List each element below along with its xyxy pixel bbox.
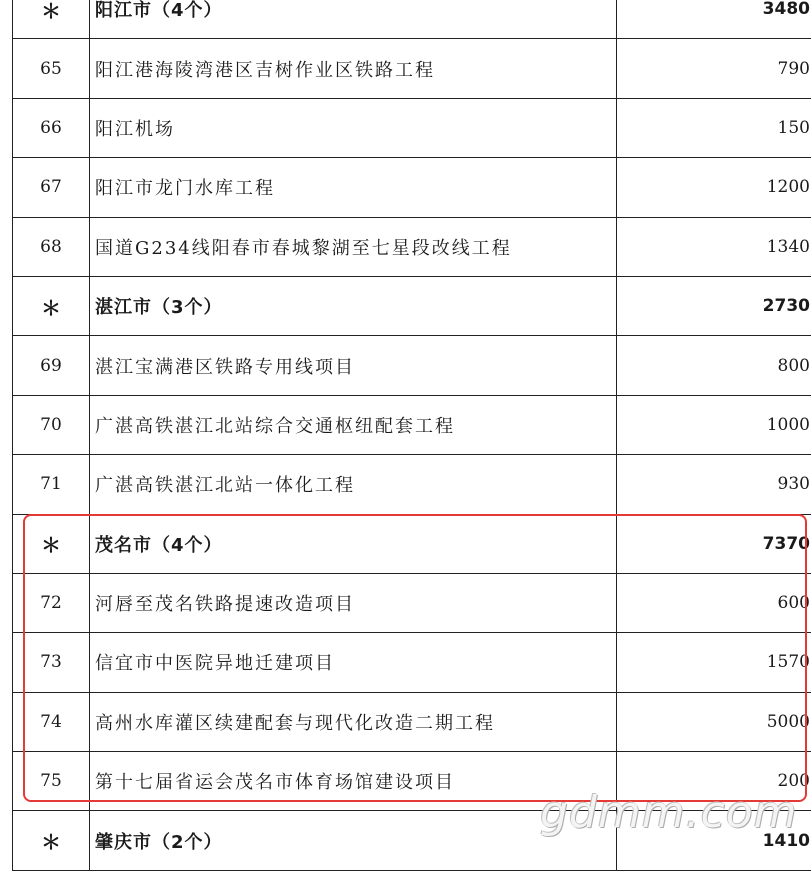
city-name: 阳江市（4个） — [89, 0, 616, 38]
table-row — [12, 455, 811, 514]
row-number: 71 — [12, 455, 89, 513]
table-row — [12, 633, 811, 692]
project-amount: 1200 — [616, 158, 811, 216]
project-amount: 1000 — [616, 396, 811, 454]
row-marker: ＊ — [12, 811, 89, 869]
table-row — [12, 574, 811, 633]
project-table — [12, 0, 811, 871]
city-name: 茂名市（4个） — [89, 515, 616, 573]
city-name: 肇庆市（2个） — [89, 811, 616, 869]
project-amount: 150 — [616, 99, 811, 157]
project-name: 广湛高铁湛江北站一体化工程 — [89, 455, 616, 513]
row-number: 67 — [12, 158, 89, 216]
project-amount: 1570 — [616, 633, 811, 691]
project-name: 阳江市龙门水库工程 — [89, 158, 616, 216]
table-row — [12, 218, 811, 277]
project-name: 第十七届省运会茂名市体育场馆建设项目 — [89, 752, 616, 810]
project-amount: 5000 — [616, 693, 811, 751]
row-number: 69 — [12, 336, 89, 394]
city-total: 1410 — [616, 811, 811, 869]
project-amount: 790 — [616, 39, 811, 97]
project-amount: 200 — [616, 752, 811, 810]
city-name: 湛江市（3个） — [89, 277, 616, 335]
row-number: 66 — [12, 99, 89, 157]
project-name: 河唇至茂名铁路提速改造项目 — [89, 574, 616, 632]
project-name: 阳江港海陵湾港区吉树作业区铁路工程 — [89, 39, 616, 97]
row-number: 75 — [12, 752, 89, 810]
table-row-city-yangjiang — [12, 0, 811, 39]
table-row — [12, 158, 811, 217]
project-name: 国道G234线阳春市春城黎湖至七星段改线工程 — [89, 218, 616, 276]
project-amount: 600 — [616, 574, 811, 632]
project-amount: 800 — [616, 336, 811, 394]
project-name: 高州水库灌区续建配套与现代化改造二期工程 — [89, 693, 616, 751]
project-name: 湛江宝满港区铁路专用线项目 — [89, 336, 616, 394]
table-row-city-maoming — [12, 515, 811, 574]
project-name: 广湛高铁湛江北站综合交通枢纽配套工程 — [89, 396, 616, 454]
row-marker: ＊ — [12, 515, 89, 573]
row-marker: ＊ — [12, 0, 89, 38]
project-amount: 1340 — [616, 218, 811, 276]
table-row — [12, 693, 811, 752]
row-number: 73 — [12, 633, 89, 691]
city-total: 3480 — [616, 0, 811, 38]
row-number: 65 — [12, 39, 89, 97]
table-row — [12, 99, 811, 158]
city-total: 2730 — [616, 277, 811, 335]
row-number: 74 — [12, 693, 89, 751]
project-name: 信宜市中医院异地迁建项目 — [89, 633, 616, 691]
watermark-logo: gdmm.com — [540, 787, 798, 838]
table-row — [12, 39, 811, 98]
project-name: 阳江机场 — [89, 99, 616, 157]
table-row — [12, 396, 811, 455]
row-number: 68 — [12, 218, 89, 276]
table-row-city-zhanjiang — [12, 277, 811, 336]
row-number: 72 — [12, 574, 89, 632]
table-row — [12, 336, 811, 395]
project-amount: 930 — [616, 455, 811, 513]
row-marker: ＊ — [12, 277, 89, 335]
city-total: 7370 — [616, 515, 811, 573]
row-number: 70 — [12, 396, 89, 454]
